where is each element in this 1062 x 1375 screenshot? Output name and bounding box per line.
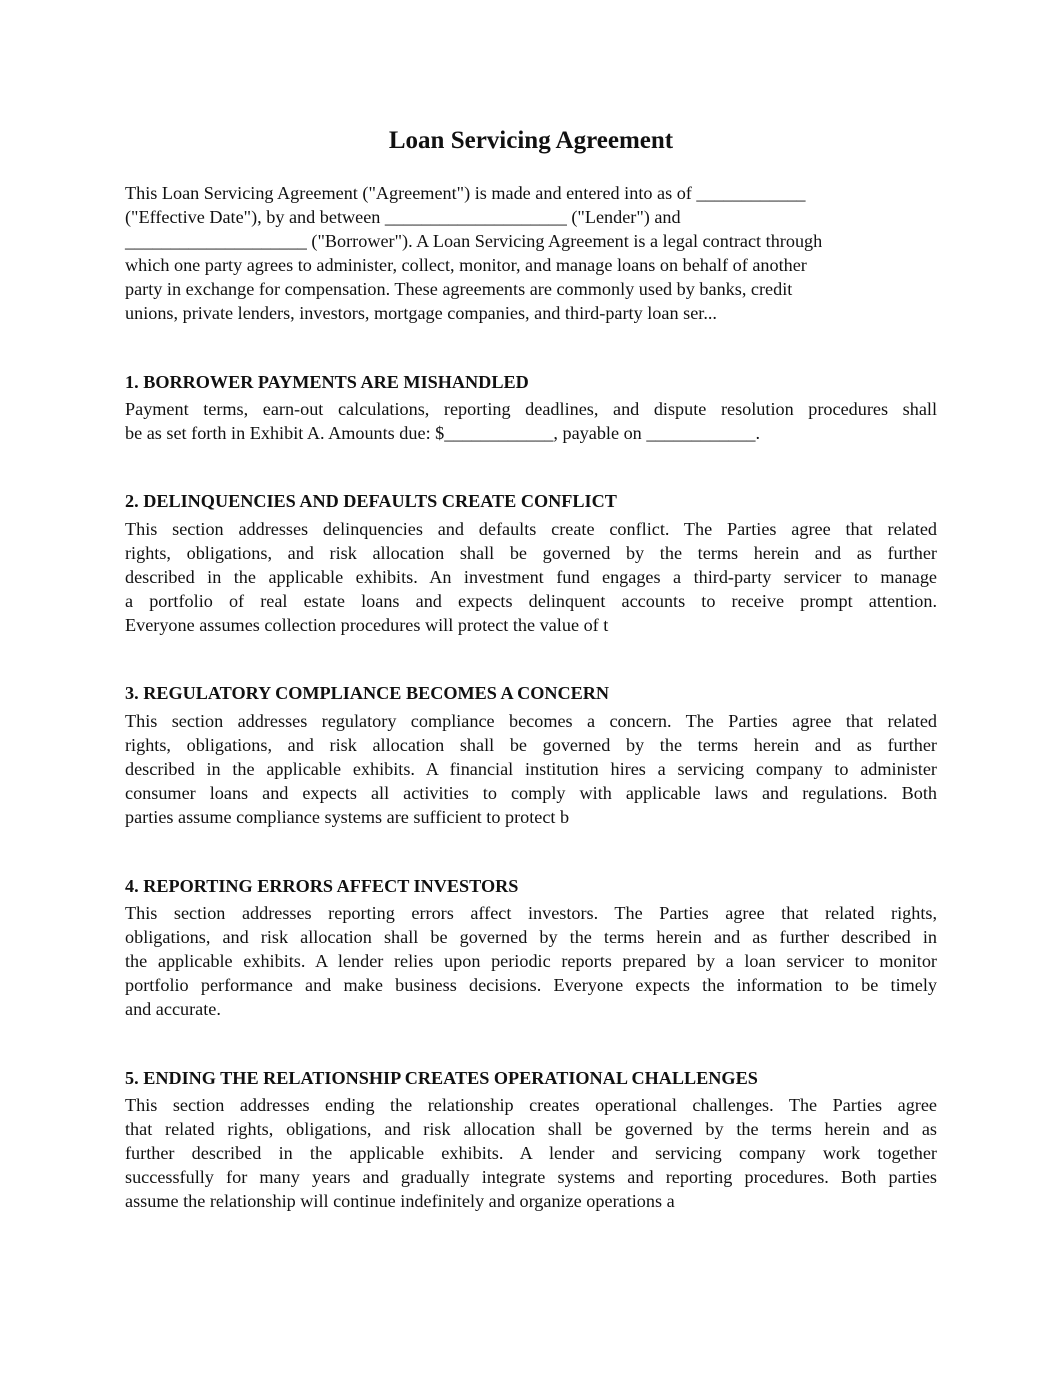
intro-line: which one party agrees to administer, collect, monitor, and manage loans on behalf of another — [125, 255, 807, 275]
intro-line: This Loan Servicing Agreement ("Agreement") is made and entered into as of ____________ — [125, 183, 806, 203]
section-line: portfolio performance and make business decisions. Everyone expects the information to be timely — [125, 975, 937, 995]
section-line: assume the relationship will continue indefinitely and organize operations a — [125, 1191, 675, 1211]
section-line: Payment terms, earn-out calculations, reporting deadlines, and dispute resolution procedures shall — [125, 399, 937, 419]
section-body-2 — [125, 517, 937, 637]
section-body-1 — [125, 397, 937, 445]
section-line: rights, obligations, and risk allocation shall be governed by the terms herein and as further — [125, 735, 937, 755]
section-line: rights, obligations, and risk allocation shall be governed by the terms herein and as further — [125, 543, 937, 563]
section-heading-1: 1. BORROWER PAYMENTS ARE MISHANDLED — [125, 372, 529, 392]
section-line: parties assume compliance systems are sufficient to protect b — [125, 807, 570, 827]
section-heading-2: 2. DELINQUENCIES AND DEFAULTS CREATE CONFLICT — [125, 491, 617, 511]
section-line: consumer loans and expects all activities to comply with applicable laws and regulations. Both — [125, 783, 937, 803]
section-body-5 — [125, 1093, 937, 1213]
section-body-4 — [125, 901, 937, 1021]
section-heading-3: 3. REGULATORY COMPLIANCE BECOMES A CONCERN — [125, 683, 610, 703]
intro-line: ("Effective Date"), by and between ____________________ ("Lender") and — [125, 207, 681, 227]
section-line: This section addresses ending the relationship creates operational challenges. The Parties agree — [125, 1095, 937, 1115]
section-line: obligations, and risk allocation shall be governed by the terms herein and as further described in — [125, 927, 937, 947]
intro-line: ____________________ ("Borrower"). A Loan Servicing Agreement is a legal contract through — [125, 231, 823, 251]
section-line: the applicable exhibits. A lender relies upon periodic reports prepared by a loan servicer to monitor — [125, 951, 937, 971]
intro-paragraph — [125, 181, 937, 325]
section-line: a portfolio of real estate loans and expects delinquent accounts to receive prompt attention. — [125, 591, 937, 611]
section-line: be as set forth in Exhibit A. Amounts due: $____________, payable on ____________. — [125, 423, 760, 443]
document-title: Loan Servicing Agreement — [388, 127, 674, 154]
section-line: and accurate. — [125, 999, 221, 1019]
section-line: Everyone assumes collection procedures will protect the value of t — [125, 615, 609, 635]
section-line: This section addresses reporting errors affect investors. The Parties agree that related rights, — [125, 903, 937, 923]
section-body-3 — [125, 709, 937, 829]
section-line: successfully for many years and gradually integrate systems and reporting procedures. Both parties — [125, 1167, 937, 1187]
section-line: described in the applicable exhibits. An investment fund engages a third-party servicer to manage — [125, 567, 937, 587]
section-line: described in the applicable exhibits. A financial institution hires a servicing company to administer — [125, 759, 937, 779]
intro-line: party in exchange for compensation. These agreements are commonly used by banks, credit — [125, 279, 793, 299]
intro-line: unions, private lenders, investors, mortgage companies, and third-party loan ser... — [125, 303, 717, 323]
section-line: that related rights, obligations, and risk allocation shall be governed by the terms herein and as — [125, 1119, 937, 1139]
section-heading-4: 4. REPORTING ERRORS AFFECT INVESTORS — [125, 876, 519, 896]
section-heading-5: 5. ENDING THE RELATIONSHIP CREATES OPERATIONAL CHALLENGES — [125, 1068, 758, 1088]
section-line: further described in the applicable exhibits. A lender and servicing company work together — [125, 1143, 937, 1163]
section-line: This section addresses regulatory compliance becomes a concern. The Parties agree that related — [125, 711, 937, 731]
section-line: This section addresses delinquencies and defaults create conflict. The Parties agree that related — [125, 519, 937, 539]
